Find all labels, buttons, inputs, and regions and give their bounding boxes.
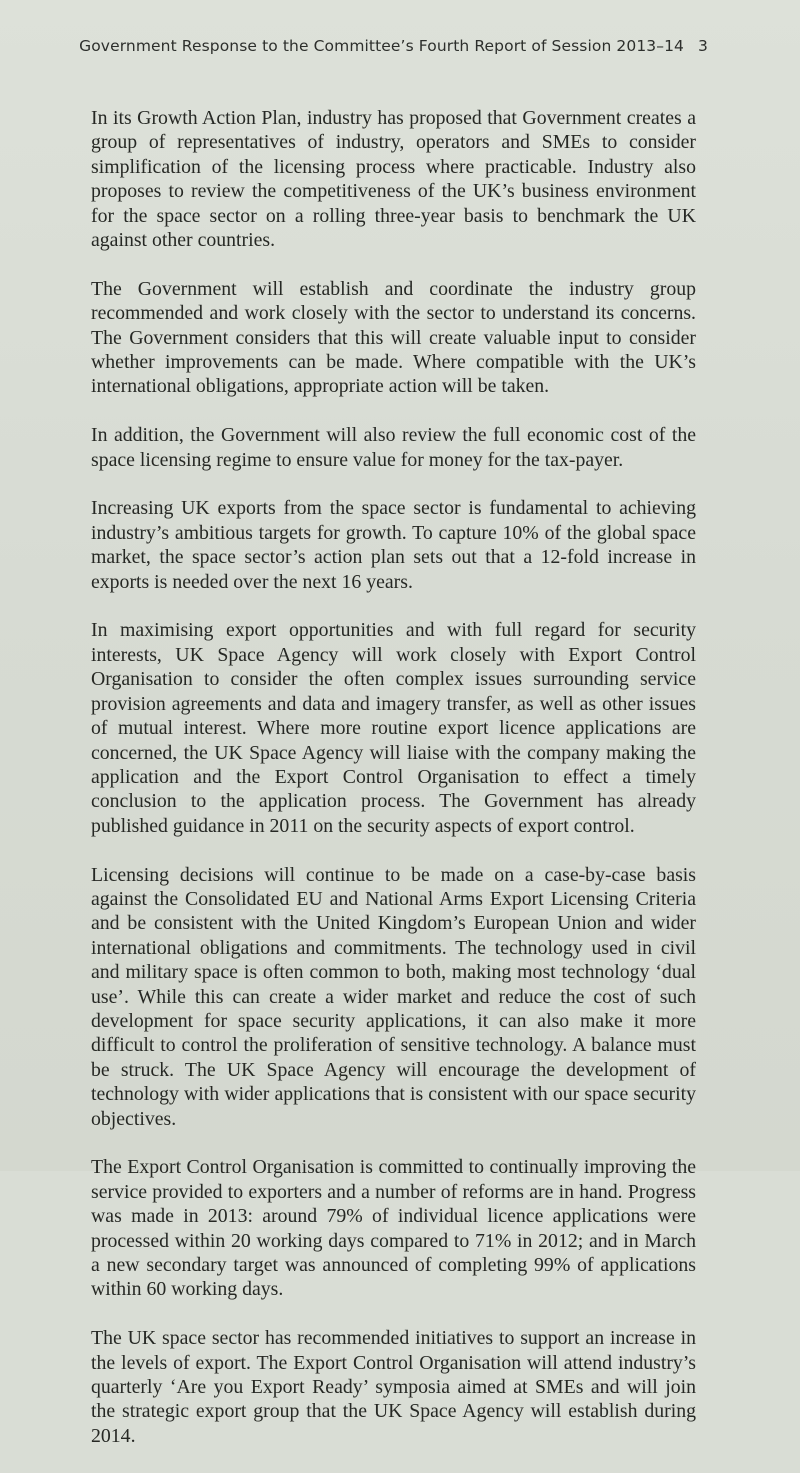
paragraph: In its Growth Action Plan, industry has proposed that Government creates a group of representatives of industry, operators and SMEs to consider simplification of the licensing process where practicable. Industry also proposes to review the competitiveness of the UK’s business environment for the space sector on a rolling three-year basis to benchmark the UK against other countries.	[91, 107, 696, 252]
paragraph: In addition, the Government will also review the full economic cost of the space licensing regime to ensure value for money for the tax-payer.	[91, 424, 696, 471]
paragraph: Licensing decisions will continue to be made on a case-by-case basis against the Consolidated EU and National Arms Export Licensing Criteria and be consistent with the United Kingdom’s European Union and wider international obligations and commitments. The technology used in civil and military space is often common to both, making most technology ‘dual use’. While this can create a wider market and reduce the cost of such development for space security applications, it can also make it more difficult to control the proliferation of sensitive technology. A balance must be struck. The UK Space Agency will encourage the development of technology with wider applications that is consistent with our space security objectives.	[91, 863, 696, 1130]
running-header	[79, 37, 708, 55]
paragraph: Increasing UK exports from the space sector is fundamental to achieving industry’s ambitious targets for growth. To capture 10% of the global space market, the space sector’s action plan sets out that a 12-fold increase in exports is needed over the next 16 years.	[91, 497, 696, 593]
paragraph: The Government will establish and coordinate the industry group recommended and work closely with the sector to understand its concerns. The Government considers that this will create valuable input to consider whether improvements can be made. Where compatible with the UK’s international obligations, appropriate action will be taken.	[91, 277, 696, 398]
paragraph: In maximising export opportunities and with full regard for security interests, UK Space Agency will work closely with Export Control Organisation to consider the often complex issues surrounding service provision agreements and data and imagery transfer, as well as other issues of mutual interest. Where more routine export licence applications are concerned, the UK Space Agency will liaise with the company making the application and the Export Control Organisation to effect a timely conclusion to the application process. The Government has already published guidance in 2011 on the security aspects of export control.	[91, 619, 696, 837]
paragraph: The Export Control Organisation is committed to continually improving the service provided to exporters and a number of reforms are in hand. Progress was made in 2013: around 79% of individual licence applications were processed within 20 working days compared to 71% in 2012; and in March a new secondary target was announced of completing 99% of applications within 60 working days.	[91, 1156, 696, 1301]
body-text	[91, 106, 696, 1473]
page-number: 3	[698, 37, 708, 55]
header-title: Government Response to the Committee’s Fourth Report of Session 2013–14	[79, 37, 685, 55]
paragraph: The UK space sector has recommended initiatives to support an increase in the levels of export. The Export Control Organisation will attend industry’s quarterly ‘Are you Export Ready’ symposia aimed at SMEs and will join the strategic export group that the UK Space Agency will establish during 2014.	[91, 1327, 696, 1447]
